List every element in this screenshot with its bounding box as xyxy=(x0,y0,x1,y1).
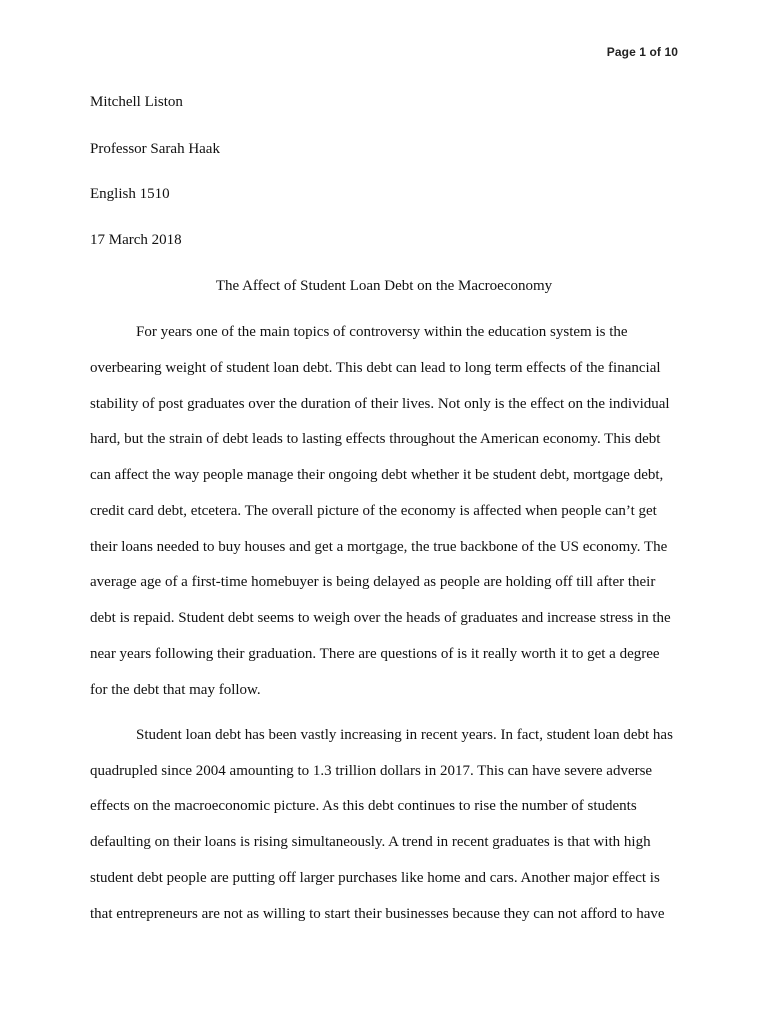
text-line: Student loan debt has been vastly increasing in recent years. In fact, student loan debt has xyxy=(136,727,673,743)
document-date: 17 March 2018 xyxy=(90,232,182,248)
text-line: that entrepreneurs are not as willing to start their businesses because they can not afford to have xyxy=(90,906,665,922)
text-line: debt is repaid. Student debt seems to weigh over the heads of graduates and increase stress in the xyxy=(90,610,671,626)
text-line: overbearing weight of student loan debt. This debt can lead to long term effects of the financial xyxy=(90,360,661,376)
text-line: average age of a first-time homebuyer is being delayed as people are holding off till after their xyxy=(90,574,656,590)
author-name: Mitchell Liston xyxy=(90,94,183,110)
text-line: hard, but the strain of debt leads to lasting effects throughout the American economy. This debt xyxy=(90,431,661,447)
page-number: Page 1 of 10 xyxy=(606,45,678,59)
text-line: defaulting on their loans is rising simultaneously. A trend in recent graduates is that with high xyxy=(90,834,651,850)
course-name: English 1510 xyxy=(90,186,170,202)
professor-name: Professor Sarah Haak xyxy=(90,141,220,157)
text-line: quadrupled since 2004 amounting to 1.3 trillion dollars in 2017. This can have severe adverse xyxy=(90,763,653,779)
document-title: The Affect of Student Loan Debt on the Macroeconomy xyxy=(215,278,553,294)
text-line: credit card debt, etcetera. The overall picture of the economy is affected when people can’t get xyxy=(90,503,657,519)
text-line: student debt people are putting off larger purchases like home and cars. Another major effect is xyxy=(90,870,660,886)
text-line: for the debt that may follow. xyxy=(90,682,261,698)
text-line: effects on the macroeconomic picture. As this debt continues to rise the number of students xyxy=(90,798,637,814)
text-line: near years following their graduation. There are questions of is it really worth it to get a degree xyxy=(90,646,660,662)
text-line: can affect the way people manage their ongoing debt whether it be student debt, mortgage debt, xyxy=(90,467,664,483)
text-line: stability of post graduates over the duration of their lives. Not only is the effect on the individual xyxy=(90,396,670,412)
text-line: For years one of the main topics of controversy within the education system is the xyxy=(136,324,628,340)
text-line: their loans needed to buy houses and get a mortgage, the true backbone of the US economy. The xyxy=(90,539,668,555)
